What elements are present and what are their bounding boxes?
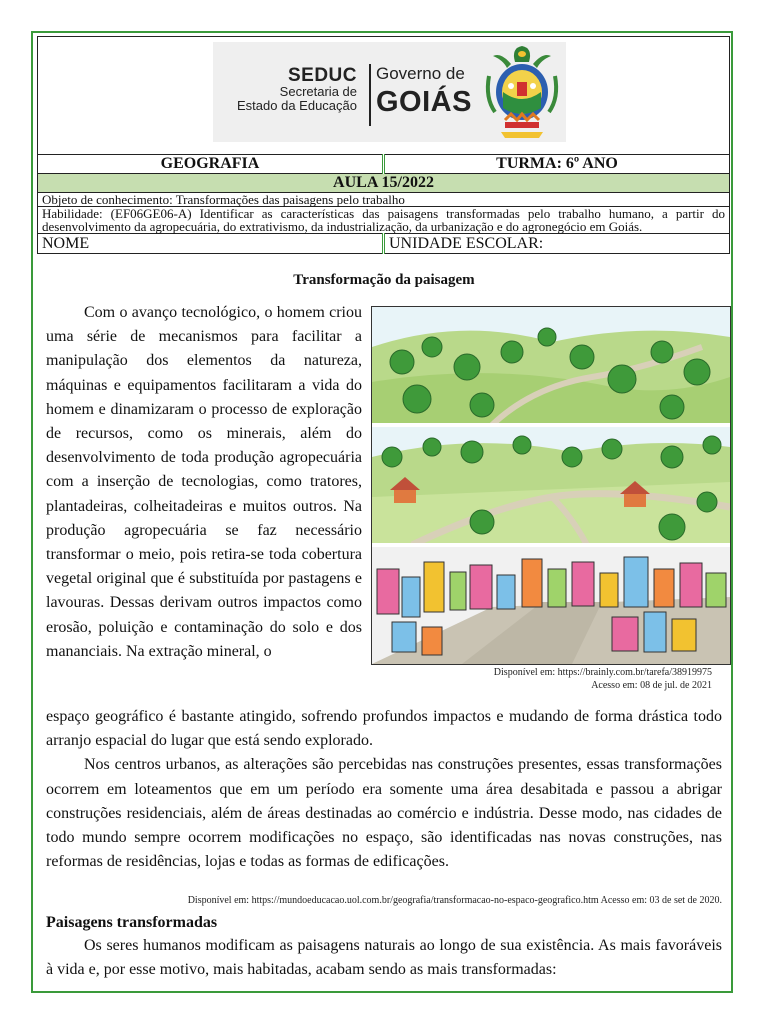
seduc-label: SEDUC xyxy=(287,65,357,86)
goias-coat-of-arms-icon xyxy=(481,46,563,140)
paragraph-1-continued-text: espaço geográfico é bastante atingido, sofrendo profundos impactos e mudando de forma drástica todo arranjo espacial do lugar que está sendo explorado. xyxy=(46,708,722,750)
school-unit-field[interactable]: UNIDADE ESCOLAR: xyxy=(384,234,730,254)
gov-line2: GOIÁS xyxy=(376,86,472,118)
class-cell: TURMA: 6º ANO xyxy=(384,155,730,174)
header xyxy=(37,36,730,254)
image-source-access: Acesso em: 08 de jul. de 2021 xyxy=(591,680,712,691)
section-heading: Paisagens transformadas xyxy=(46,914,218,931)
paragraph-2-text: Nos centros urbanos, as alterações são percebidas nas construções presentes, essas transformações ocorrem em loteamentos que em um período era somente uma área desabitada e passou a abrigar construções residenciais, além de áreas destinadas ao comércio e indústria. Desse modo, nas cidades de todo mundo sempre ocorrem modificações no espaço, são identificadas nas novas construções, nas reformas de residências, lojas e todas as formas de edificações. xyxy=(46,756,722,871)
text-source-citation: Disponível em: https://mundoeducacao.uol.com.br/geografia/transformacao-no-espaco-geografico.htm Acesso em: 03 de set de 2020. xyxy=(187,895,722,906)
page-title: Transformação da paisagem xyxy=(293,272,475,288)
seduc-line2: Estado da Educação xyxy=(237,98,357,113)
paragraph-3-text: Os seres humanos modificam as paisagens naturais ao longo de sua existência. As mais favoráveis à vida e, por esse motivo, mais habitadas, acabam sendo as mais transformadas: xyxy=(46,937,722,979)
paragraph-1-left xyxy=(46,301,362,664)
knowledge-object: Objeto de conhecimento: Transformações das paisagens pelo trabalho xyxy=(38,193,730,207)
gov-line1: Governo de xyxy=(376,64,465,83)
paragraph-1-continued xyxy=(46,705,722,874)
seduc-line1: Secretaria de xyxy=(279,84,357,99)
seduc-goias-logo xyxy=(213,42,566,142)
lesson-info-table xyxy=(37,154,730,254)
logo-divider xyxy=(369,64,371,126)
landscape-illustration xyxy=(371,306,731,665)
lesson-number: AULA 15/2022 xyxy=(38,174,730,193)
landscape-transformation-image xyxy=(372,307,730,664)
paragraph-1-text: Com o avanço tecnológico, o homem criou uma série de mecanismos para facilitar a manipulação dos elementos da natureza, máquinas e equipamentos facilitaram a vida do homem e dinamizaram o processo de exploração de recursos, como os minerais, além do desenvolvimento de toda produção agropecuária com a inserção de tecnologias, como tratores, plantadeiras, colheitadeiras e muitos outros. Na produção agropecuária se faz necessário transformar o meio, pois retira-se toda cobertura vegetal original que é substituída por pastagens e lavouras. Dessas derivam outros impactos como erosão, poluição e contaminação do solo e dos mananciais. Na extração mineral, o xyxy=(46,304,362,660)
subject-cell: GEOGRAFIA xyxy=(38,155,384,174)
image-source-url: Disponível em: https://brainly.com.br/tarefa/38919975 xyxy=(493,667,712,678)
name-field[interactable]: NOME xyxy=(38,234,384,254)
paragraph-3 xyxy=(46,934,722,982)
seduc-text xyxy=(221,66,357,113)
government-text xyxy=(376,64,472,120)
logo-area xyxy=(37,36,730,154)
skill-description: Habilidade: (EF06GE06-A) Identificar as características das paisagens transformadas pelo trabalho humano, a partir do desenvolvimento da agropecuária, do extrativismo, da industrialização, da urbanização e do agronegócio em Goiás. xyxy=(38,207,730,234)
